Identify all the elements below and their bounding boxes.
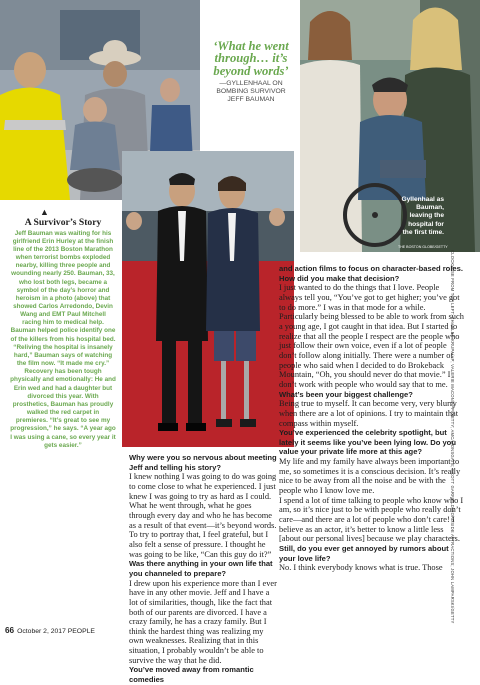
answer: I just wanted to do the things that I love. People always tell you, “You’ve got to get higher; you’ve got to do more.” I was in that mode for a while. Particularly being blessed to be able to work from such a young age, I got caught in that idea. But I started to realize that all the people I respect are the people who just follow their own voice, even if a lot of people don’t follow along initially. There were a number of people who said when I decided to do Brokeback Mountain, “Oh, you should never do that movie.” I don’t work with people who would say that to me. <box>279 283 464 389</box>
answer: No. I think everybody knows what is true. Those <box>279 563 443 573</box>
interview-column-right <box>279 264 464 573</box>
answer: Being true to myself. It can become very, very blurry when there are a lot of opinions. I try to maintain that compass within myself. <box>279 399 459 428</box>
photo-credit: THE BOSTON GLOBE/GETTY <box>398 245 448 249</box>
footer-text: October 2, 2017 PEOPLE <box>17 628 95 635</box>
answer: I drew upon his experience more than I ever have in any other movie. Jeff and I have a lot of similarities, though, like the fact that both of our parents are divorced. I have a crazy family, he has a crazy family. But I think the hardest thing was realizing my own weaknesses. Realizing that in this situation, I probably wouldn’t be able to survive the way that he did. <box>129 578 277 665</box>
question: Was there anything in your own life that you channeled to prepare? <box>129 559 273 578</box>
interview-column-left <box>129 453 278 685</box>
pull-quote-text: ‘What he went through… it’s beyond words’ <box>213 39 289 78</box>
hospital-scene-photo <box>300 0 480 252</box>
side-credits: CLOCKWISE FROM TOP LEFT: CHARLES KRUPA/AP; VALERIE MACON/AFP/GETTY; AMC/LIONSGATE; SCOTT GARFIELD/ROADSIDE ATTRACTIONS; JOHN LAMPARSKI/GETTY <box>450 250 455 624</box>
page-number: 66 <box>5 626 15 635</box>
pull-quote <box>208 40 294 104</box>
question: Why were you so nervous about meeting Jeff and telling his story? <box>129 453 277 472</box>
survivor-sidebar <box>6 208 120 450</box>
sidebar-title: A Survivor’s Story <box>24 217 102 228</box>
arrow-up-icon: ▲ <box>40 207 49 217</box>
page-footer <box>5 626 95 635</box>
question: You’ve experienced the celebrity spotlight, but lately it seems like you’ve been lying low. Do you value your private life more at this age? <box>279 428 456 457</box>
question: What’s been your biggest challenge? <box>279 389 413 399</box>
sidebar-body: Jeff Bauman was waiting for his girlfriend Erin Hurley at the finish line of the 2013 Boston Marathon when terrorist bombs exploded nearby, killing three people and wounding nearly 250. Bauman, 33, who lost both legs, became a symbol of the day’s horror and heroism in a photo (above) that showed Carlos Arredondo, Devin Wang and EMT Paul Mitchell racing him to medical help. Bauman helped police identify one of the killers from his hospital bed. “Reliving the hospital is insanely hard,” Bauman says of watching the film now. “It made me cry.” Recovery has been tough physically and emotionally: He and Erin wed and had a daughter but divorced this year. With prosthetics, Bauman has proudly walked the red carpet in premieres. “It’s great to see my progression,” he says. “A year ago I was using a cane, so every year it gets easier.” <box>10 229 116 449</box>
answer: I knew nothing I was going to do was going to come close to what he experienced. I just knew I was going to try as hard as I could. What he went through, what he goes through every day and who he has become as a result of that event—it’s beyond words. To try to portray that, I feel grateful, but I also felt a sense of pressure. I thought he was going to be like, “Can this guy do it?” <box>129 472 277 559</box>
question: and action films to focus on character-based roles. How did you make that decision? <box>279 264 463 283</box>
pull-quote-attribution: —GYLLENHAAL ON BOMBING SURVIVOR JEFF BAUMAN <box>216 80 286 104</box>
answer: My life and my family have always been important to me, so sometimes it is a conscious decision. It’s really nice to be away from all the noise and be with the people who I know love me. <box>279 457 461 496</box>
photo-caption: Gyllenhaal as Bauman, leaving the hospital for the first time. <box>401 196 444 236</box>
answer: I spend a lot of time talking to people who know who I am, so it’s nice just to be with people who really don’t care—and there are a lot of people who don’t care! I believe as an actor, it’s better to know a little less [about our personal lives] because we play characters. <box>279 495 464 544</box>
question: Still, do you ever get annoyed by rumors about your love life? <box>279 544 449 563</box>
red-carpet-photo <box>122 151 294 447</box>
question: You’ve moved away from romantic comedies <box>129 665 254 685</box>
